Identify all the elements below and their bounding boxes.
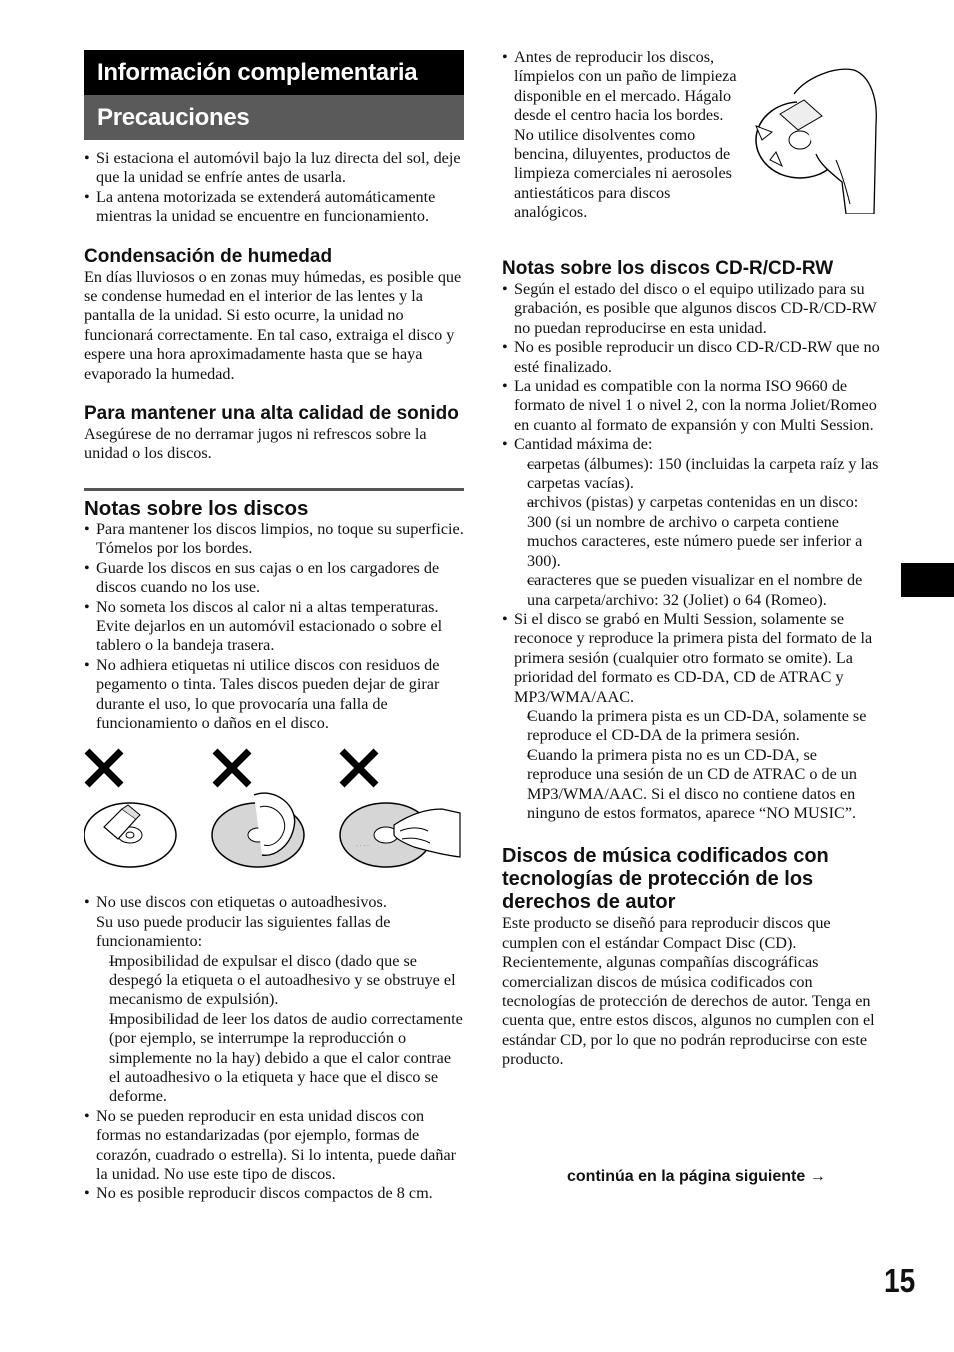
- sub-list-item: – Cuando la primera pista es un CD-DA, solamente se reproduce el CD-DA de la primera sesión.: [514, 707, 884, 746]
- right-column: [502, 48, 884, 1070]
- chapter-tab: [901, 563, 954, 597]
- list-item-continuation: Su uso puede producir las siguientes fallas de funcionamiento:: [96, 912, 391, 951]
- copyright-heading: Discos de música codificados con tecnologías de protección de los derechos de autor: [502, 845, 829, 914]
- sound-quality-heading: Para mantener una alta calidad de sonido: [84, 403, 459, 425]
- cross-mark-icon: [215, 751, 249, 785]
- cross-mark-icon: [342, 751, 376, 785]
- list-item: • La unidad es compatible con la norma ISO 9660 de formato de nivel 1 o nivel 2, con la norma Joliet/Romeo en cuanto al formato de expansión y con Multi Session.: [502, 377, 884, 435]
- sub-list-item: – Imposibilidad de expulsar el disco (dado que se despegó la etiqueta o el autoadhesivo y se obstruye el mecanismo de expulsión).: [96, 952, 464, 1010]
- sub-list-item: – Imposibilidad de leer los datos de audio correctamente (por ejemplo, se interrumpe la reproducción o simplemente no la hay) debido a que el calor contrae el autoadhesivo o la etiqueta y hace que el disco se deforme.: [96, 1010, 464, 1107]
- copyright-text: Este producto se diseñó para reproducir discos que cumplen con el estándar Compact Disc (CD). Recientemente, algunas compañías discográficas comercializan discos de música codificados con tecnologías de protección de derechos de autor. Tenga en cuenta que, entre estos discos, algunos no cumplen con el estándar CD, por lo que no podrán reproducirse con este producto.: [502, 914, 875, 1069]
- disc-notes-heading: Notas sobre los discos: [84, 496, 309, 520]
- labels-list: [84, 893, 464, 1204]
- disc-notes-list: [84, 520, 464, 733]
- condensation-text: En días lluviosos o en zonas muy húmedas, es posible que se condense humedad en el interior de las lentes y la pantalla de la unidad. Si esto ocurre, la unidad no funcionará correctamente. En tal caso, extraiga el disco y espere una hora aproximadamente hasta que se haya evaporado la humedad.: [84, 267, 462, 383]
- list-item: • No se pueden reproducir en esta unidad discos con formas no estandarizadas (por ejemplo, formas de corazón, cuadrado o estrella). Si lo intenta, puede dañar la unidad. No use este tipo de discos.: [84, 1107, 464, 1185]
- sub-list-item: – caracteres que se pueden visualizar en el nombre de una carpeta/archivo: 32 (Joliet) o 64 (Romeo).: [514, 571, 884, 610]
- precautions-list: [84, 149, 464, 227]
- list-item: • No someta los discos al calor ni a altas temperaturas. Evite dejarlos en un automóvil estacionado o sobre el tablero o la bandeja trasera.: [84, 598, 464, 656]
- sub-list-item: – carpetas (álbumes): 150 (incluidas la carpeta raíz y las carpetas vacías).: [514, 455, 884, 494]
- list-item: • Guarde los discos en sus cajas o en los cargadores de discos cuando no los use.: [84, 559, 464, 598]
- disc-with-residue-icon: [340, 803, 460, 867]
- list-item: • Si estaciona el automóvil bajo la luz directa del sol, deje que la unidad se enfríe antes de usarla.: [84, 149, 464, 188]
- section-title: Información complementaria: [84, 50, 464, 95]
- list-item: [84, 893, 464, 1106]
- disc-illustrations: [84, 747, 464, 885]
- list-item: [502, 610, 884, 823]
- list-item: • Antes de reproducir los discos, límpielos con un paño de limpieza disponible en el mercado. Hágalo desde el centro hacia los bordes. No utilice disolventes como bencina, diluyentes, productos de limpieza comerciales ni aerosoles antiestáticos para discos analógicos.: [502, 48, 740, 223]
- list-item-text: • No use discos con etiquetas o autoadhesivos.: [96, 893, 387, 912]
- list-item: • No es posible reproducir discos compactos de 8 cm.: [84, 1184, 464, 1203]
- section-divider: [84, 488, 464, 491]
- cross-mark-icon: [87, 751, 121, 785]
- cdr-notes-heading: Notas sobre los discos CD-R/CD-RW: [502, 258, 834, 279]
- list-item-text: • Si el disco se grabó en Multi Session, solamente se reconoce y reproduce la primera pista del formato de la primera sesión (cualquier otro formato se omite). La prioridad del formato es CD-DA, CD de ATRAC y MP3/WMA/AAC.: [514, 609, 873, 706]
- disc-with-sticker-icon: [84, 803, 176, 867]
- condensation-heading: Condensación de humedad: [84, 245, 333, 267]
- page-number: 15: [884, 1262, 916, 1299]
- list-item-text: • Cantidad máxima de:: [514, 435, 653, 454]
- svg-text:· · · ·: · · · ·: [356, 843, 369, 850]
- list-item: • Para mantener los discos limpios, no toque su superficie. Tómelos por los bordes.: [84, 520, 464, 559]
- cdr-notes-list: [502, 280, 884, 823]
- cleaning-list: [502, 48, 740, 223]
- continue-note: continúa en la página siguiente →: [567, 1168, 826, 1185]
- sub-list-item: – archivos (pistas) y carpetas contenidas en un disco: 300 (si un nombre de archivo o carpeta contiene muchos caracteres, este número puede ser inferior a 300).: [514, 493, 884, 571]
- sub-list-item: – Cuando la primera pista no es un CD-DA, se reproduce una sesión de un CD de ATRAC o de un MP3/WMA/AAC. Si el disco no contiene datos en ninguno de estos formatos, aparece “NO MUSIC”.: [514, 746, 884, 824]
- list-item: • La antena motorizada se extenderá automáticamente mientras la unidad se encuentre en funcionamiento.: [84, 188, 464, 227]
- list-item: • Según el estado del disco o el equipo utilizado para su grabación, es posible que algunos discos CD-R/CD-RW no puedan reproducirse en esta unidad.: [502, 280, 884, 338]
- disc-cleaning-illustration: [750, 64, 882, 214]
- sound-quality-text: Asegúrese de no derramar jugos ni refrescos sobre la unidad o los discos.: [84, 425, 427, 463]
- subsection-title: Precauciones: [84, 95, 464, 140]
- list-item: • No es posible reproducir un disco CD-R/CD-RW que no esté finalizado.: [502, 338, 884, 377]
- list-item: • No adhiera etiquetas ni utilice discos con residuos de pegamento o tinta. Tales discos pueden dejar de girar durante el uso, lo que provocaría una falla de funcionamiento o daños en el disco.: [84, 656, 464, 734]
- warped-disc-icon: [212, 793, 304, 867]
- list-item: [502, 435, 884, 610]
- cleaning-block: [502, 48, 884, 242]
- left-column: [84, 50, 464, 1204]
